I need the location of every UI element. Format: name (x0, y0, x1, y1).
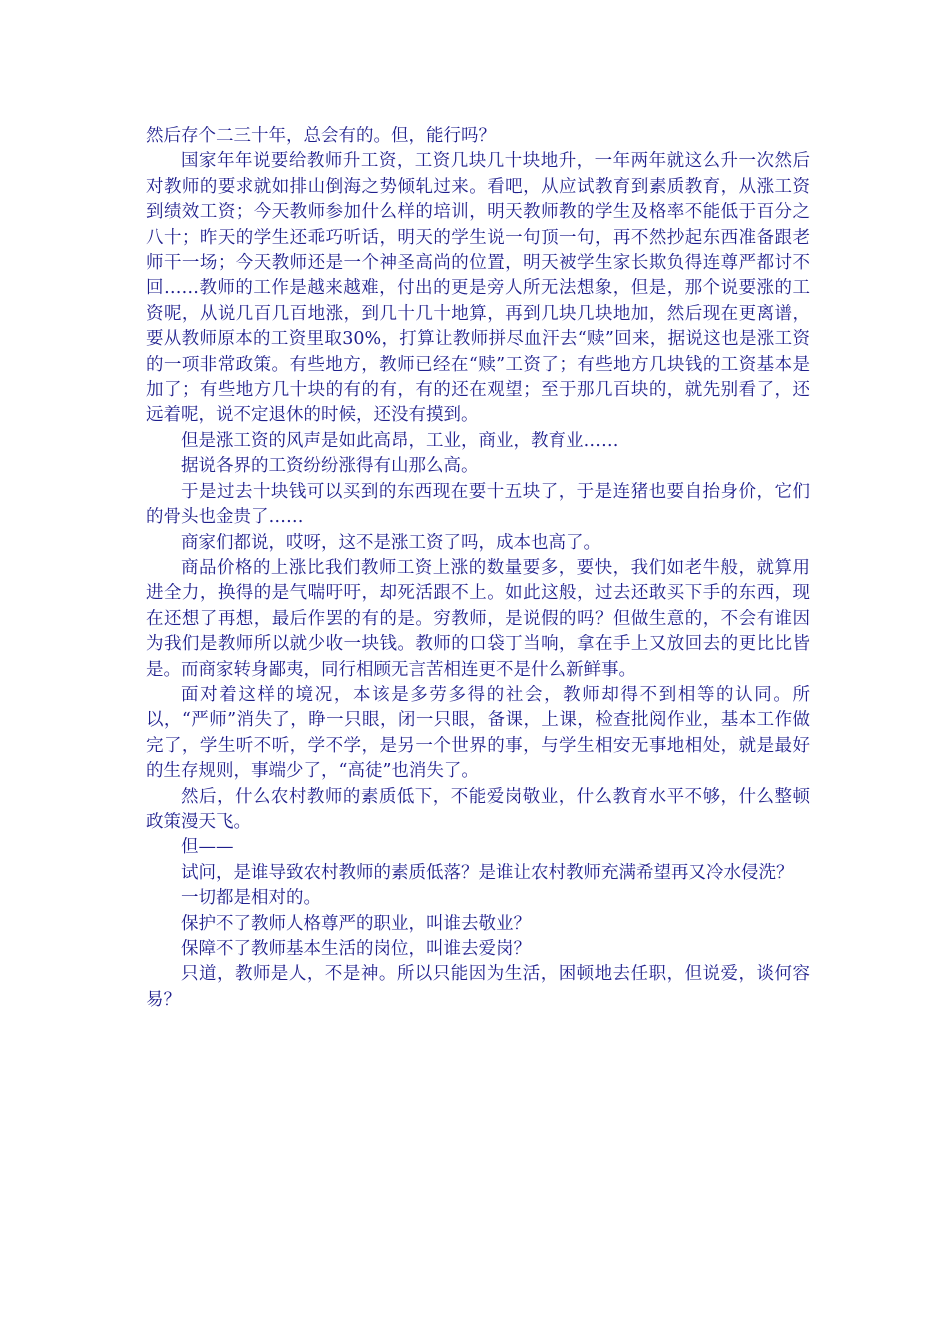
document-body (146, 124, 810, 1013)
paragraph: 国家年年说要给教师升工资，工资几块几十块地升，一年两年就这么升一次然后对教师的要求就如排山倒海之势倾轧过来。看吧，从应试教育到素质教育，从涨工资到绩效工资；今天教师参加什么样的培训，明天教师教的学生及格率不能低于百分之八十；昨天的学生还乖巧听话，明天的学生说一句顶一句，再不然抄起东西准备跟老师干一场；今天教师还是一个神圣高尚的位置，明天被学生家长欺负得连尊严都讨不回……教师的工作是越来越难，付出的更是旁人所无法想象，但是，那个说要涨的工资呢，从说几百几百地涨，到几十几十地算，再到几块几块地加，然后现在更离谱，要从教师原本的工资里取30%，打算让教师拼尽血汗去“赎”回来，据说这也是涨工资的一项非常政策。有些地方，教师已经在“赎”工资了；有些地方几块钱的工资基本是加了；有些地方几十块的有的有，有的还在观望；至于那几百块的，就先别看了，还远着呢，说不定退休的时候，还没有摸到。 (146, 151, 810, 426)
paragraph: 然后存个二三十年，总会有的。但，能行吗？ (146, 126, 496, 146)
paragraph: 只道，教师是人，不是神。所以只能因为生活，困顿地去任职，但说爱，谈何容易？ (146, 964, 810, 1010)
paragraph: 面对着这样的境况，本该是多劳多得的社会，教师却得不到相等的认同。所以，“严师”消失了，睁一只眼，闭一只眼，备课，上课，检查批阅作业，基本工作做完了，学生听不听，学不学，是另一个世界的事，与学生相安无事地相处，就是最好的生存规则，事端少了，“高徒”也消失了。 (146, 684, 810, 782)
paragraph: 试问，是谁导致农村教师的素质低落？是谁让农村教师充满希望再又冷水侵洗？ (181, 862, 794, 883)
paragraph: 然后，什么农村教师的素质低下，不能爱岗敬业，什么教育水平不够，什么整顿政策漫天飞。 (146, 786, 810, 832)
paragraph: 但是涨工资的风声是如此高昂，工业，商业，教育业…… (181, 430, 619, 451)
paragraph: 于是过去十块钱可以买到的东西现在要十五块了，于是连猪也要自抬身价，它们的骨头也金贵了…… (146, 481, 810, 528)
paragraph: 一切都是相对的。 (181, 888, 321, 909)
paragraph: 但—— (181, 837, 234, 858)
paragraph: 商家们都说，哎呀，这不是涨工资了吗，成本也高了。 (181, 532, 601, 553)
paragraph: 保障不了教师基本生活的岗位，叫谁去爱岗？ (181, 939, 531, 959)
paragraph: 据说各界的工资纷纷涨得有山那么高。 (181, 456, 479, 477)
paragraph: 保护不了教师人格尊严的职业，叫谁去敬业？ (181, 913, 531, 934)
paragraph: 商品价格的上涨比我们教师工资上涨的数量要多，要快，我们如老牛般，就算用进全力，换得的是气喘吁吁，却死活跟不上。如此这般，过去还敢买下手的东西，现在还想了再想，最后作罢的有的是。穷教师，是说假的吗？但做生意的，不会有谁因为我们是教师所以就少收一块钱。教师的口袋丁当响，拿在手上又放回去的更比比皆是。而商家转身鄙夷，同行相顾无言苦相连更不是什么新鲜事。 (146, 557, 810, 680)
